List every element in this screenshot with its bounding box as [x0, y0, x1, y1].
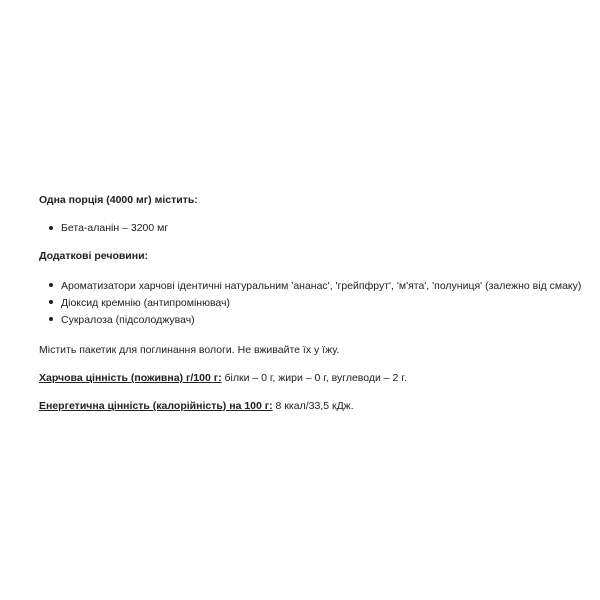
list-item: Сукралоза (підсолоджувач) — [61, 312, 579, 329]
list-item: Діоксид кремнію (антипромінювач) — [61, 295, 579, 312]
bullet-icon — [49, 317, 53, 321]
bullet-icon — [49, 283, 53, 287]
bullet-icon — [49, 300, 53, 304]
additional-list — [39, 278, 582, 329]
list-item: Бета-аланін – 3200 мг — [61, 221, 579, 235]
energy-value: 8 ккал/33,5 кДж. — [272, 399, 354, 412]
product-description — [39, 193, 582, 413]
energy-facts — [39, 399, 579, 413]
nutrition-value: білки – 0 г, жири – 0 г, вуглеводи – 2 г. — [221, 371, 407, 384]
nutrition-label: Харчова цінність (поживна) г/100 г: — [39, 371, 222, 384]
bullet-icon — [49, 226, 53, 230]
energy-label: Енергетична цінність (калорійність) на 100 г: — [39, 399, 273, 412]
moisture-note: Містить пакетик для поглинання вологи. Не вживайте їх у їжу. — [39, 343, 340, 356]
serving-heading: Одна порція (4000 мг) містить: — [39, 194, 198, 206]
serving-list — [39, 221, 579, 235]
additional-heading: Додаткові речовини: — [39, 250, 149, 263]
list-item: Ароматизатори харчові ідентичні натуральним 'ананас', 'грейпфрут', 'м'ята', 'полуниця' (залежно від смаку) — [61, 278, 579, 295]
nutrition-facts — [39, 371, 579, 385]
